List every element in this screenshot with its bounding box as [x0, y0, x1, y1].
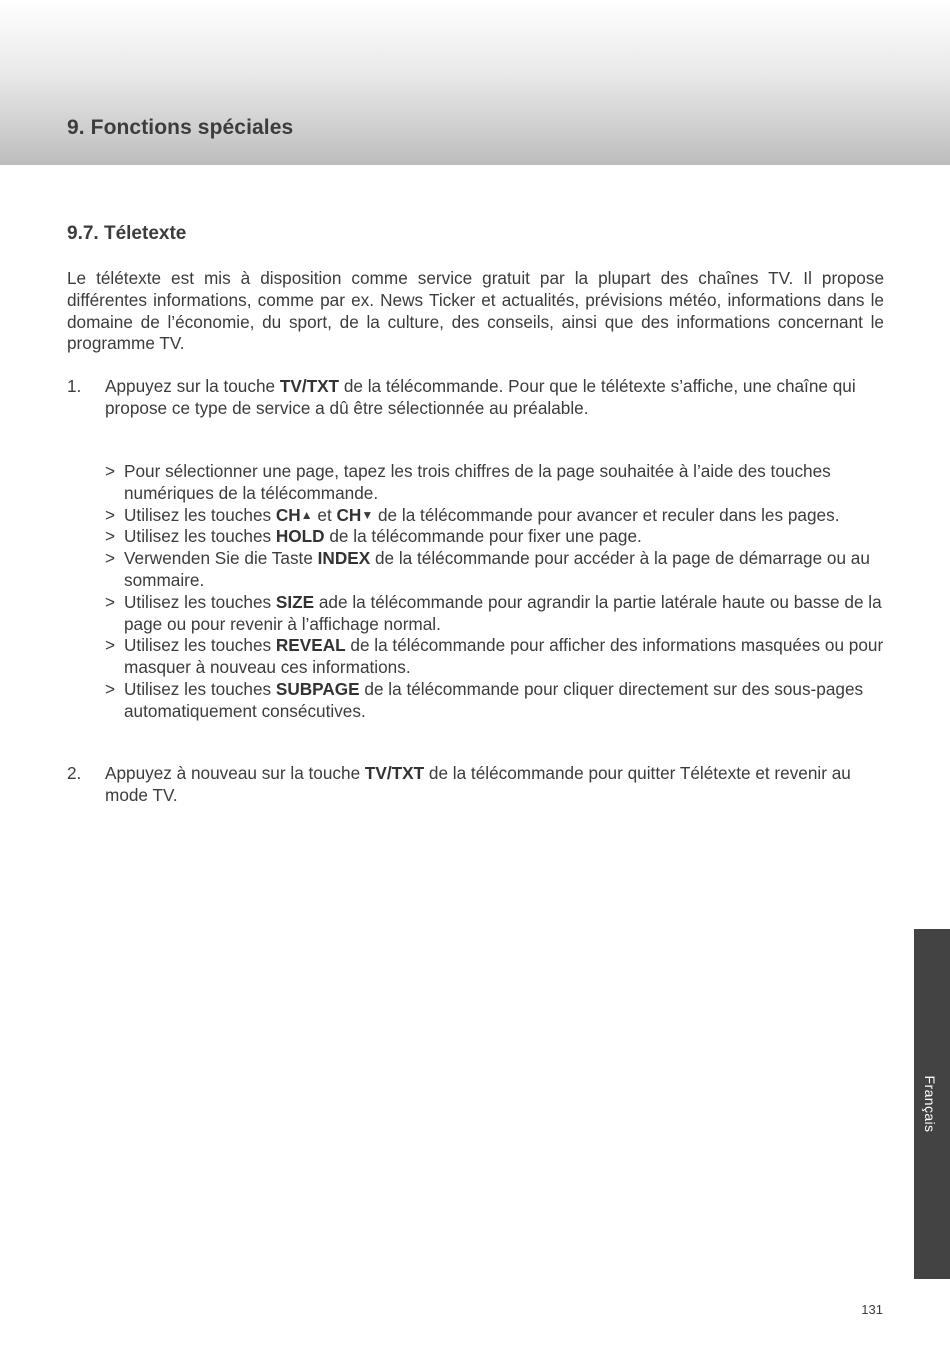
triangle-up-icon: ▲ [300, 507, 313, 522]
list-item: > Utilisez les touches SIZE ade la télécommande pour agrandir la partie latérale haute ou basse de la page ou pour revenir à l’affichage normal. [105, 591, 882, 634]
list-item: > Pour sélectionner une page, tapez les trois chiffres de la page souhaitée à l’aide des touches numériques de la télécommande. [105, 461, 831, 503]
key-label: TV/TXT [279, 376, 340, 396]
step-1 [67, 376, 884, 420]
key-label: SIZE [275, 591, 315, 612]
list-item: > Utilisez les touches REVEAL de la télécommande pour afficher des informations masquées ou pour masquer à nouveau ces informations. [105, 635, 884, 678]
list-item: > Verwenden Sie die Taste INDEX de la télécommande pour accéder à la page de démarrage ou au sommaire. [105, 548, 870, 590]
list-item: > Utilisez les touches SUBPAGE de la télécommande pour cliquer directement sur des sous-pages automatiquement consécutives. [105, 678, 864, 721]
key-label: TV/TXT [364, 763, 425, 783]
key-label: SUBPAGE [275, 678, 360, 699]
bullet-arrow: > [105, 526, 116, 547]
key-label: CH [336, 504, 362, 525]
page-number: 131 [861, 1302, 883, 1317]
intro-paragraph: Le télétexte est mis à disposition comme service gratuit par la plupart des chaînes TV. Il propose différentes informations, comme par ex. News Ticker et actualités, prévisions météo, informations dans le domaine de l’économie, du sport, de la culture, des conseils, ainsi que des informations concernant le programme TV. [67, 268, 884, 354]
section-title: 9.7. Téletexte [67, 223, 187, 244]
key-label: HOLD [275, 526, 325, 547]
step-number: 1. [67, 376, 82, 396]
bullet-arrow: > [105, 504, 116, 525]
bullet-arrow: > [105, 678, 116, 699]
list-item: > Utilisez les touches CH▲ et CH▼ de la télécommande pour avancer et reculer dans les pages. [105, 504, 840, 525]
language-tab-label: Français [922, 1075, 938, 1133]
triangle-down-icon: ▼ [361, 507, 374, 522]
bullet-arrow: > [105, 461, 116, 481]
step-text: Appuyez sur la touche TV/TXT de la télécommande. Pour que le télétexte s’affiche, une chaîne qui propose ce type de service a dû être sélectionnée au préalable. [105, 376, 856, 418]
bullet-arrow: > [105, 635, 116, 656]
step-2 [67, 763, 884, 807]
key-label: INDEX [317, 548, 371, 569]
chapter-title: 9. Fonctions spéciales [67, 116, 294, 139]
key-label: REVEAL [275, 635, 346, 656]
list-item: > Utilisez les touches HOLD de la télécommande pour fixer une page. [105, 526, 642, 547]
chapter-header-band [0, 0, 950, 165]
bullet-arrow: > [105, 591, 116, 612]
step-number: 2. [67, 763, 82, 783]
step-text: Appuyez à nouveau sur la touche TV/TXT de la télécommande pour quitter Télétexte et revenir au mode TV. [105, 763, 851, 805]
bullet-arrow: > [105, 548, 116, 569]
key-label: CH [275, 504, 301, 525]
instruction-list [105, 461, 885, 723]
